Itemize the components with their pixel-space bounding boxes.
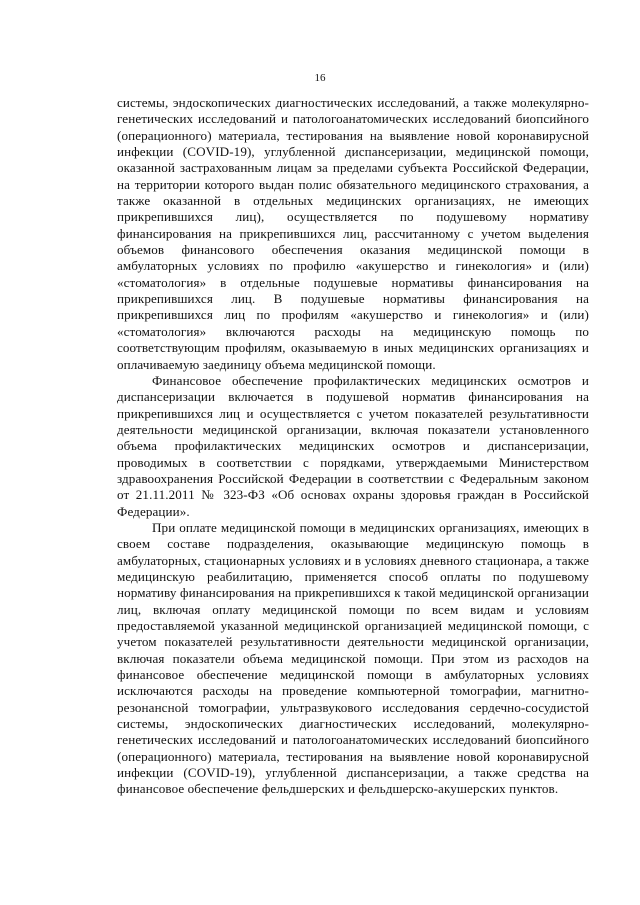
document-body [117,95,589,798]
page-number: 16 [314,72,326,84]
paragraph-preventive-exams: Финансовое обеспечение профилактических медицинских осмотров и диспансеризации включается в подушевой норматив финансирования на прикрепившихся лиц и осуществляется с учетом показателей результативности деятельности медицинской организации, включая показатели установленного объема профилактических медицинских осмотров и диспансеризации, проводимых в соответствии с порядками, утверждаемыми Министерством здравоохранения Российской Федерации в соответствии с Федеральным законом от 21.11.2011 № 323-ФЗ «Об основах охраны здоровья граждан в Российской Федерации». [117,372,589,519]
paragraph-payment-method: При оплате медицинской помощи в медицинских организациях, имеющих в своем составе подразделения, оказывающие медицинскую помощь в амбулаторных, стационарных условиях и в условиях дневного стационара, а также медицинскую реабилитацию, применяется способ оплаты по подушевому нормативу финансирования на прикрепившихся к такой медицинской организации лиц, включая оплату медицинской помощи по всем видам и условиям предоставляемой указанной медицинской организацией медицинской помощи, с учетом показателей результативности деятельности медицинской организации, включая показатели объема медицинской помощи. При этом из расходов на финансовое обеспечение медицинской помощи в амбулаторных условиях исключаются расходы на проведение компьютерной томографии, магнитно-резонансной томографии, ультразвукового исследования сердечно-сосудистой системы, эндоскопических диагностических исследований, молекулярно-генетических исследований и патологоанатомических исследований биопсийного (операционного) материала, тестирования на выявление новой коронавирусной инфекции (COVID-19), углубленной диспансеризации, а также средства на финансовое обеспечение фельдшерских и фельдшерско-акушерских пунктов. [117,519,589,797]
paragraph-continuation: системы, эндоскопических диагностических исследований, а также молекулярно-генетических исследований и патологоанатомических исследований биопсийного (операционного) материала, тестирования на выявление новой коронавирусной инфекции (COVID-19), углубленной диспансеризации, медицинской помощи, оказанной застрахованным лицам за пределами субъекта Российской Федерации, на территории которого выдан полис обязательного медицинского страхования, а также оказанной в отдельных медицинских организациях, не имеющих прикрепившихся лиц), осуществляется по подушевому нормативу финансирования на прикрепившихся лиц, рассчитанному с учетом выделения объемов финансового обеспечения оказания медицинской помощи в амбулаторных условиях по профилю «акушерство и гинекология» и (или) «стоматология» в отдельные подушевые нормативы финансирования на прикрепившихся лиц. В подушевые нормативы финансирования на прикрепившихся лиц по профилям «акушерство и гинекология» и (или) «стоматология» включаются расходы на медицинскую помощь по соответствующим профилям, оказываемую в иных медицинских организациях и оплачиваемую заединицу объема медицинской помощи. [117,95,589,372]
